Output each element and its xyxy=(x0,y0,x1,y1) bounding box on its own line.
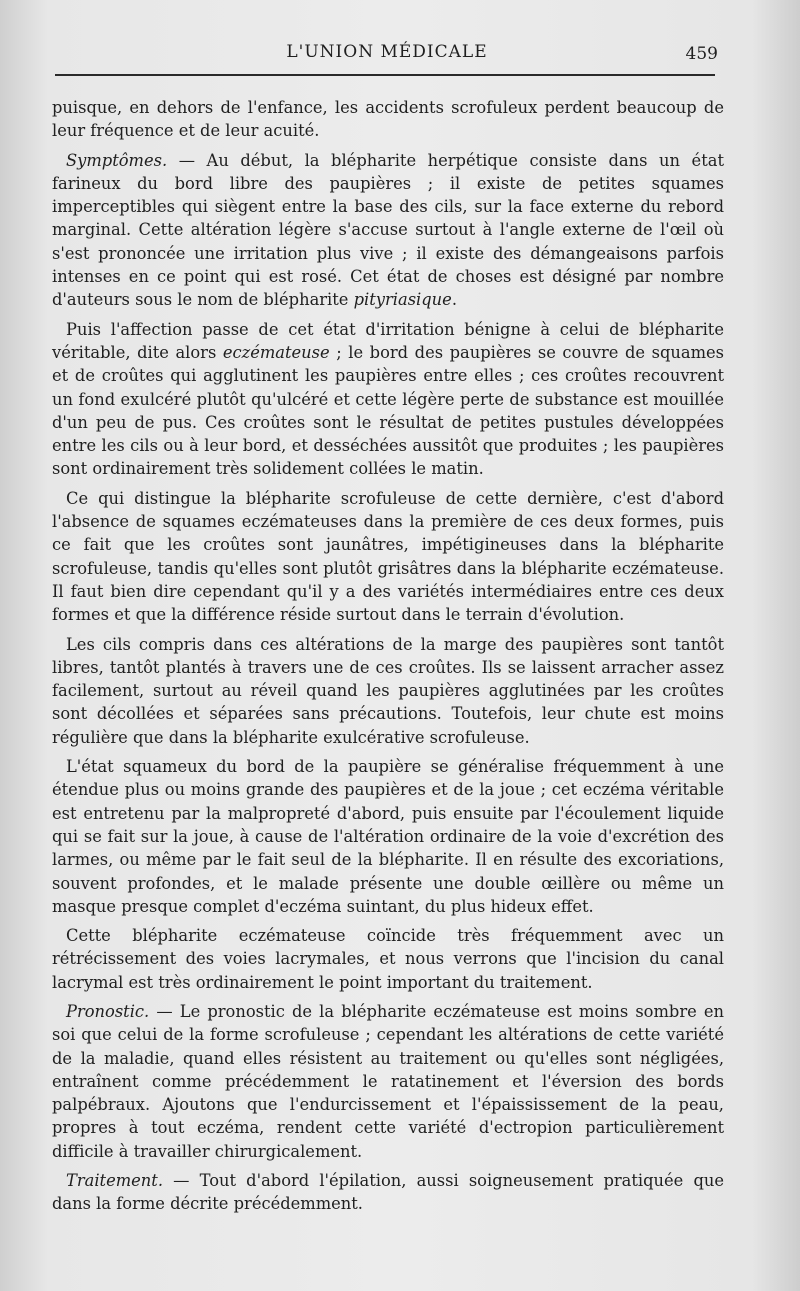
paragraph-text: puisque, en dehors de l'enfance, les accidents scrofuleux perdent beaucoup de leur fréquence et de leur acuité. xyxy=(52,98,724,141)
paragraph-text: Puis l'affection passe de cet état d'irritation bénigne à celui de blépharite véritable, dite alors xyxy=(52,319,724,362)
paragraph-pronostic xyxy=(52,1000,724,1163)
paragraph-text: Les cils compris dans ces altérations de la marge des paupières sont tantôt libres, tantôt plantés à travers une de ces croûtes. Ils se laissent arracher assez facilement, surtout au réveil quand les paupières agglutinées par les croûtes sont décollées et séparées sans précautions. Toutefois, leur chute est moins régulière que dans la blépharite exulcérative scrofuleuse. xyxy=(52,634,724,747)
paragraph-traitement xyxy=(52,1169,724,1216)
paragraph-cils xyxy=(52,633,724,749)
paragraph-text: — Au début, la blépharite herpétique consiste dans un état farineux du bord libre des paupières ; il existe de petites squames imperceptibles qui siègent entre la base des cils, sur la face externe du rebord marginal. Cette altération légère s'accuse surtout à l'angle externe de l'œil où s'est prononcée une irritation plus vive ; il existe des démangeaisons parfois intenses en ce point qui est rosé. Cet état de choses est désigné par nombre d'auteurs sous le nom de blépharite xyxy=(52,150,724,310)
paragraph-distinction xyxy=(52,487,724,627)
paragraph-text: Ce qui distingue la blépharite scrofuleuse de cette dernière, c'est d'abord l'absence de squames eczémateuses dans la première de ces deux formes, puis ce fait que les croûtes sont jaunâtres, impétigineuses dans la blépharite scrofuleuse, tandis qu'elles sont plutôt grisâtres dans la blépharite eczémateuse. Il faut bien dire cependant qu'il y a des variétés intermédiaires entre ces deux formes et que la différence réside surtout dans le terrain d'évolution. xyxy=(52,488,724,625)
article-body xyxy=(52,96,724,1218)
paragraph-text: — Le pronostic de la blépharite eczémateuse est moins sombre en soi que celui de la forme scrofuleuse ; cependant les altérations de cette variété de la maladie, quand elles résistent au traitement ou qu'elles sont négligées, entraînent comme précédemment le ratatinement et l'éversion des bords palpébraux. Ajoutons que l'endurcissement et l'épaississement de la peau, propres à tout eczéma, rendent cette variété d'ectropion particulièrement difficile à travailler chirurgicalement. xyxy=(52,1001,724,1161)
paragraph-text: L'état squameux du bord de la paupière se généralise fréquemment à une étendue plus ou moins grande des paupières et de la joue ; cet eczéma véritable est entretenu par la malpropreté d'abord, puis ensuite par l'écoulement liquide qui se fait sur la joue, à cause de l'altération ordinaire de la voie d'excrétion des larmes, ou même par le fait seul de la blépharite. Il en résulte des excoriations, souvent profondes, et le malade présente une double œillère ou même un masque presque complet d'eczéma suintant, du plus hideux effet. xyxy=(52,757,724,916)
paragraph-blepharite-eczemateuse xyxy=(52,318,724,481)
paragraph-continuation xyxy=(52,96,724,143)
emphasis-term: eczémateuse xyxy=(222,342,330,362)
paragraph-tail: ; le bord des paupières se couvre de squames et de croûtes qui agglutinent les paupières entre elles ; ces croûtes recouvrent un fond exulcéré plutôt qu'ulcéré et cette légère perte de substance est mouillée d'un peu de pus. Ces croûtes sont le résultat de petites pustules développées entre les cils ou à leur bord, et desséchées aussitôt que produites ; les paupières sont ordinairement très solidement collées le matin. xyxy=(52,342,725,479)
section-lead-pronostic: Pronostic. xyxy=(66,1001,150,1021)
page-number: 459 xyxy=(685,44,718,64)
paragraph-voies-lacrymales xyxy=(52,924,724,994)
section-lead-traitement: Traitement. xyxy=(66,1171,164,1191)
paragraph-symptomes xyxy=(52,149,724,312)
section-lead-symptomes: Symptômes. xyxy=(66,150,168,170)
paragraph-text: Cette blépharite eczémateuse coïncide très fréquemment avec un rétrécissement des voies lacrymales, et nous verrons que l'incision du canal lacrymal est très ordinairement le point important du traitement. xyxy=(52,926,724,992)
paragraph-tail: . xyxy=(451,290,457,310)
page-header xyxy=(52,42,722,72)
header-rule xyxy=(55,74,715,76)
paragraph-text: — Tout d'abord l'épilation, aussi soigneusement pratiquée que dans la forme décrite précédemment. xyxy=(52,1171,724,1214)
paragraph-etat-squameux xyxy=(52,755,724,918)
running-title: L'UNION MÉDICALE xyxy=(286,42,488,62)
emphasis-term: pityriasique xyxy=(353,290,452,310)
